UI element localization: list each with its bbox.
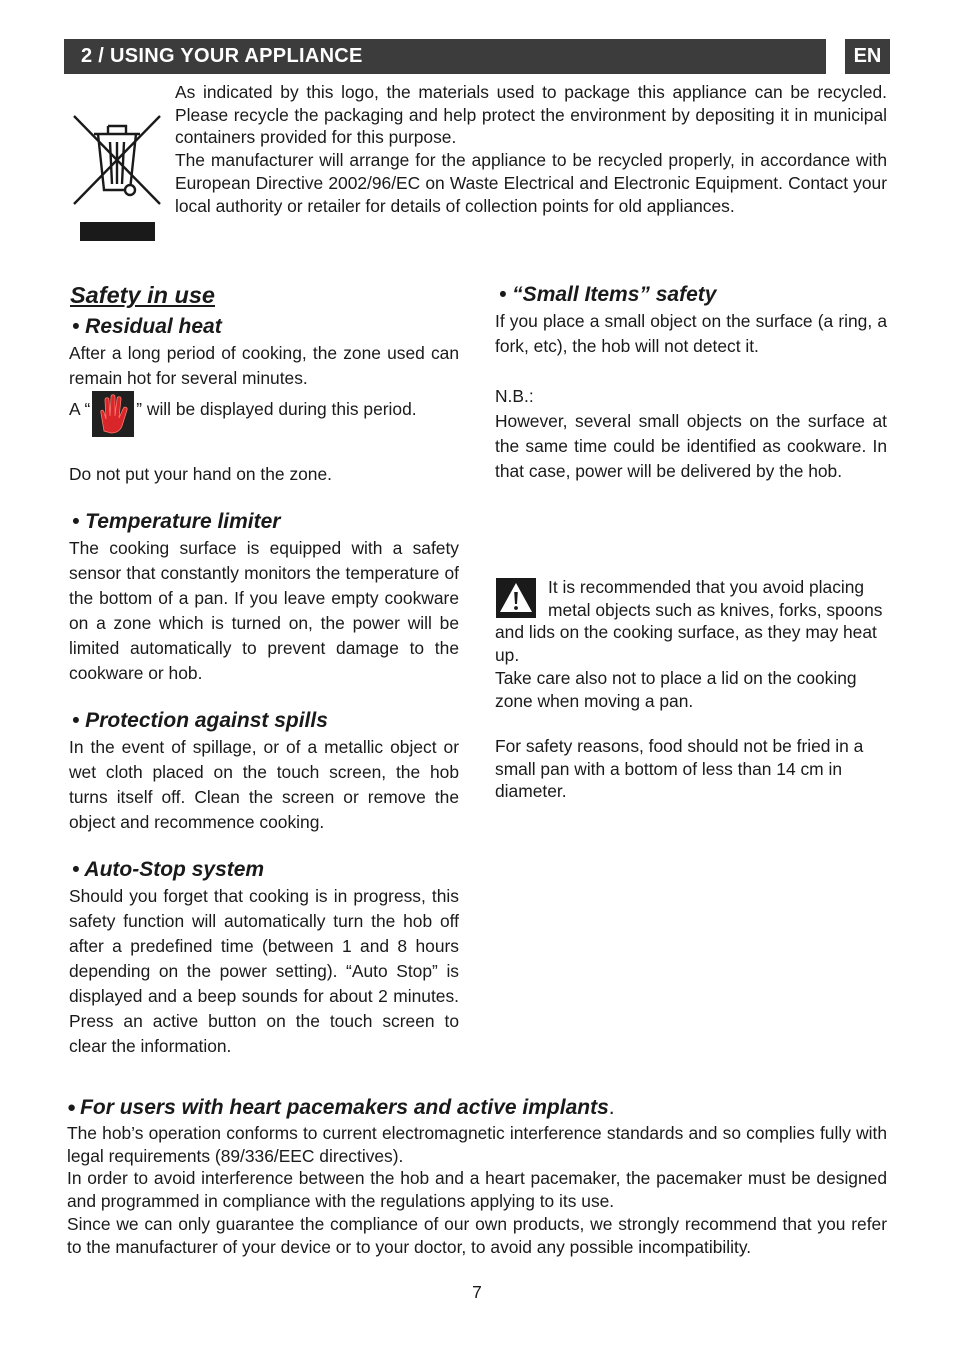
warning-text: Take care also not to place a lid on the cooking zone when moving a pan.: [495, 667, 857, 711]
auto-stop-text: [69, 884, 459, 1059]
crossed-out-bin-icon: [72, 112, 162, 207]
safety-title: Safety in use: [70, 282, 215, 308]
nb-text: However, several small objects on the surface at the same time could be identified as cookware. In that case, power will be delivered by the hob.: [495, 411, 887, 481]
section-header: 2 / USING YOUR APPLIANCE: [64, 39, 826, 74]
spills-text: In the event of spillage, or of a metallic object or wet cloth placed on the touch screen, the hob turns itself off. Clean the screen or remove the object and recommence cooking.: [69, 737, 459, 832]
residual-heat-text-b: ” will be displayed during this period.: [136, 399, 417, 419]
warning-text: It is recommended that you avoid placing metal objects such as knives, forks, spoons and lids on the cooking surface, as they may heat up.: [495, 577, 883, 666]
recycle-logo-bar: [80, 222, 155, 241]
small-items-title: • “Small Items” safety: [499, 283, 717, 306]
intro-paragraph: The manufacturer will arrange for the appliance to be recycled properly, in accordance with European Directive 2002/96/EC on Waste Electrical and Electronic Equipment. Contact your local authority or retailer for details of collection points for old appliances.: [175, 150, 887, 216]
temperature-limiter-title: • Temperature limiter: [72, 510, 281, 533]
residual-heat-warning: Do not put your hand on the zone.: [69, 464, 332, 484]
right-column: [495, 280, 887, 484]
auto-stop-label: Auto Stop: [351, 961, 433, 981]
language-badge: EN: [845, 39, 890, 74]
auto-stop-text-a: Should you forget that cooking is in progress, this safety function will automatically turn the hob off after a predefined time (between 1 and 8 hours depending on the power setting). “: [69, 886, 459, 981]
pacemaker-title-text: For users with heart pacemakers and active implants: [80, 1096, 609, 1119]
warning-triangle-icon: [496, 578, 536, 618]
left-column: [69, 280, 459, 1059]
auto-stop-title: • Auto-Stop system: [72, 858, 265, 881]
page-number: 7: [472, 1282, 482, 1302]
pacemaker-paragraph: Since we can only guarantee the compliance of our own products, we strongly recommend that you refer to the manufacturer of your device or to your doctor, to avoid any possible incompatibility.: [67, 1213, 887, 1257]
residual-heat-title: • Residual heat: [72, 315, 222, 338]
pacemaker-title: [67, 1094, 887, 1122]
residual-heat-display-line: [69, 391, 459, 437]
metal-objects-warning: [495, 576, 887, 803]
auto-stop-text-b: ” is displayed and a beep sounds for about 2 minutes. Press an active button on the touch screen to clear the information.: [69, 961, 459, 1056]
temperature-limiter-text: The cooking surface is equipped with a safety sensor that constantly monitors the temperature of the bottom of a pan. If you leave empty cookware on a zone which is turned on, the power will be limited automatically to prevent damage to the cookware or hob.: [69, 538, 459, 683]
residual-heat-text: After a long period of cooking, the zone used can remain hot for several minutes.: [69, 343, 459, 388]
hot-hand-icon: [92, 391, 134, 437]
nb-label: N.B.:: [495, 386, 534, 406]
pacemaker-section: [67, 1094, 887, 1258]
spills-title: • Protection against spills: [72, 709, 328, 732]
pacemaker-paragraph: The hob’s operation conforms to current electromagnetic interference standards and so complies fully with legal requirements (89/336/EEC directives).: [67, 1123, 887, 1166]
pacemaker-title-period: .: [608, 1096, 615, 1119]
pacemaker-paragraph: In order to avoid interference between the hob and a heart pacemaker, the pacemaker must be designed and programmed in compliance with the regulations applying to its use.: [67, 1168, 887, 1212]
bullet-icon: ●: [67, 1099, 77, 1116]
warning-text: For safety reasons, food should not be fried in a small pan with a bottom of less than 14 cm in diameter.: [495, 735, 864, 802]
residual-heat-text-a: A “: [69, 399, 91, 419]
recycling-intro: [175, 81, 887, 217]
small-items-text: If you place a small object on the surface (a ring, a fork, etc), the hob will not detect it.: [495, 311, 887, 356]
intro-paragraph: As indicated by this logo, the materials used to package this appliance can be recycled. Please recycle the packaging and help protect the environment by depositing it in municipal containers provided for this purpose.: [175, 82, 887, 148]
